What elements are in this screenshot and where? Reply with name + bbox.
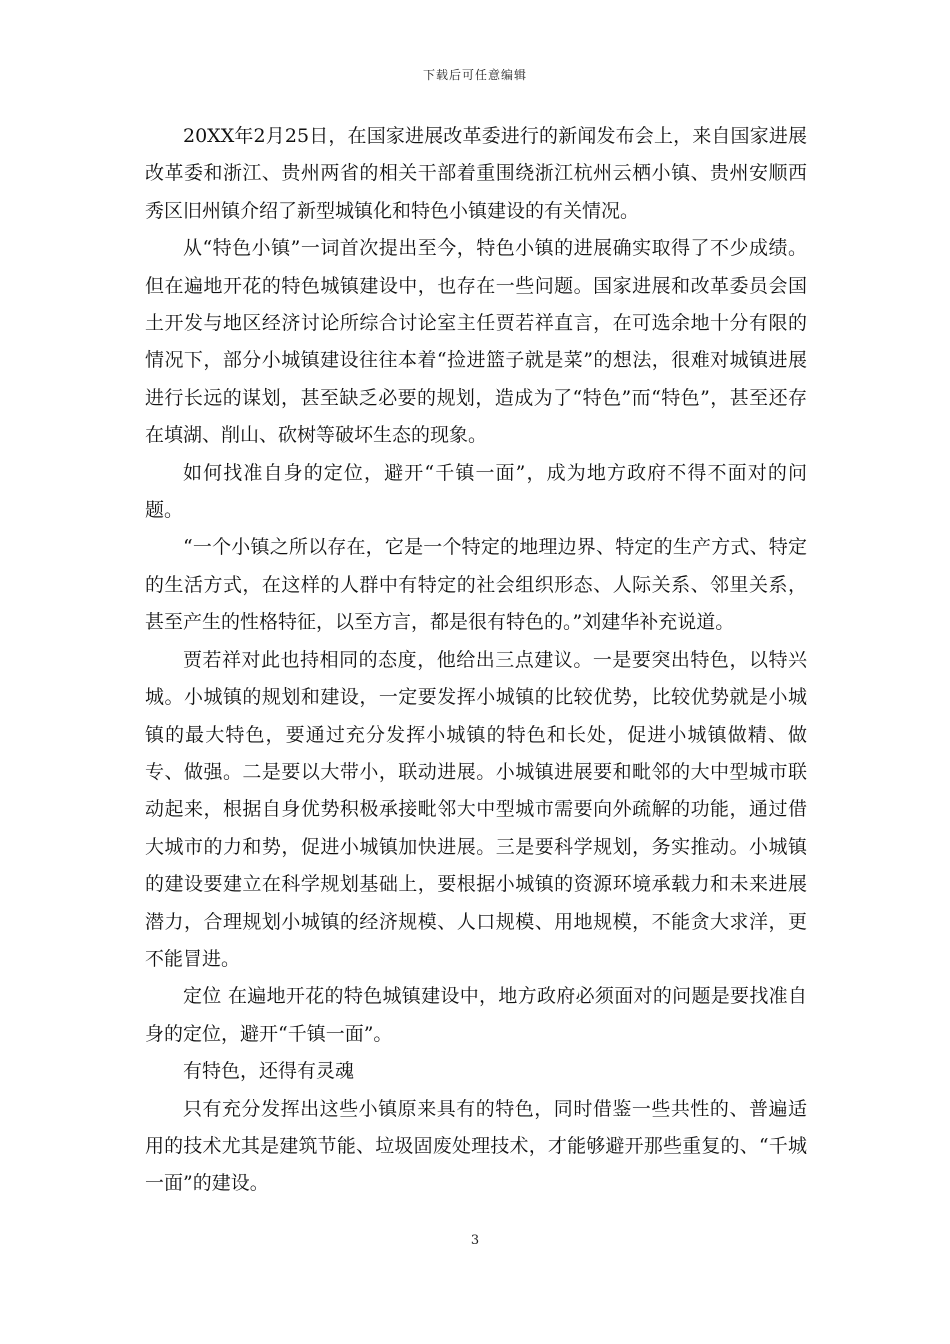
paragraph-2: 从“特色小镇”一词首次提出至今，特色小镇的进展确实取得了不少成绩。但在遍地开花的特色城镇建设中，也存在一些问题。国家进展和改革委员会国土开发与地区经济讨论所综合讨论室主任贾若祥直言，在可选余地十分有限的情况下，部分小城镇建设往往本着“捡进篮子就是菜”的想法，很难对城镇进展进行长远的谋划，甚至缺乏必要的规划，造成为了“特色”而“特色”，甚至还存在填湖、削山、砍树等破坏生态的现象。 xyxy=(145,237,807,447)
page-number: 3 xyxy=(470,1233,480,1248)
page-header: 下载后可任意编辑 xyxy=(422,68,527,82)
paragraph-5: 贾若祥对此也持相同的态度，他给出三点建议。一是要突出特色，以特兴城。小城镇的规划和建设，一定要发挥小城镇的比较优势，比较优势就是小城镇的最大特色，要通过充分发挥小城镇的特色和长处，促进小城镇做精、做专、做强。二是要以大带小，联动进展。小城镇进展要和毗邻的大中型城市联动起来，根据自身优势积极承接毗邻大中型城市需要向外疏解的功能，通过借大城市的力和势，促进小城镇加快进展。三是要科学规划，务实推动。小城镇的建设要建立在科学规划基础上，要根据小城镇的资源环境承载力和未来进展潜力，合理规划小城镇的经济规模、人口规模、用地规模，不能贪大求洋，更不能冒进。 xyxy=(145,648,807,970)
paragraph-4: “一个小镇之所以存在，它是一个特定的地理边界、特定的生产方式、特定的生活方式，在这样的人群中有特定的社会组织形态、人际关系、邻里关系，甚至产生的性格特征，以至方言，都是很有特色的。”刘建华补充说道。 xyxy=(145,536,807,634)
paragraph-3: 如何找准自身的定位，避开“千镇一面”，成为地方政府不得不面对的问题。 xyxy=(145,461,807,522)
paragraph-1: 20XX年2月25日，在国家进展改革委进行的新闻发布会上，来自国家进展改革委和浙江、贵州两省的相关干部着重围绕浙江杭州云栖小镇、贵州安顺西秀区旧州镇介绍了新型城镇化和特色小镇建设的有关情况。 xyxy=(145,125,807,222)
section-heading: 有特色，还得有灵魂 xyxy=(183,1060,355,1083)
paragraph-7: 只有充分发挥出这些小镇原来具有的特色，同时借鉴一些共性的、普遍适用的技术尤其是建筑节能、垃圾固废处理技术，才能够避开那些重复的、“千城一面”的建设。 xyxy=(145,1097,807,1195)
document-body xyxy=(145,118,807,1203)
paragraph-6: 定位 在遍地开花的特色城镇建设中，地方政府必须面对的问题是要找准自身的定位，避开“千镇一面”。 xyxy=(145,985,807,1045)
